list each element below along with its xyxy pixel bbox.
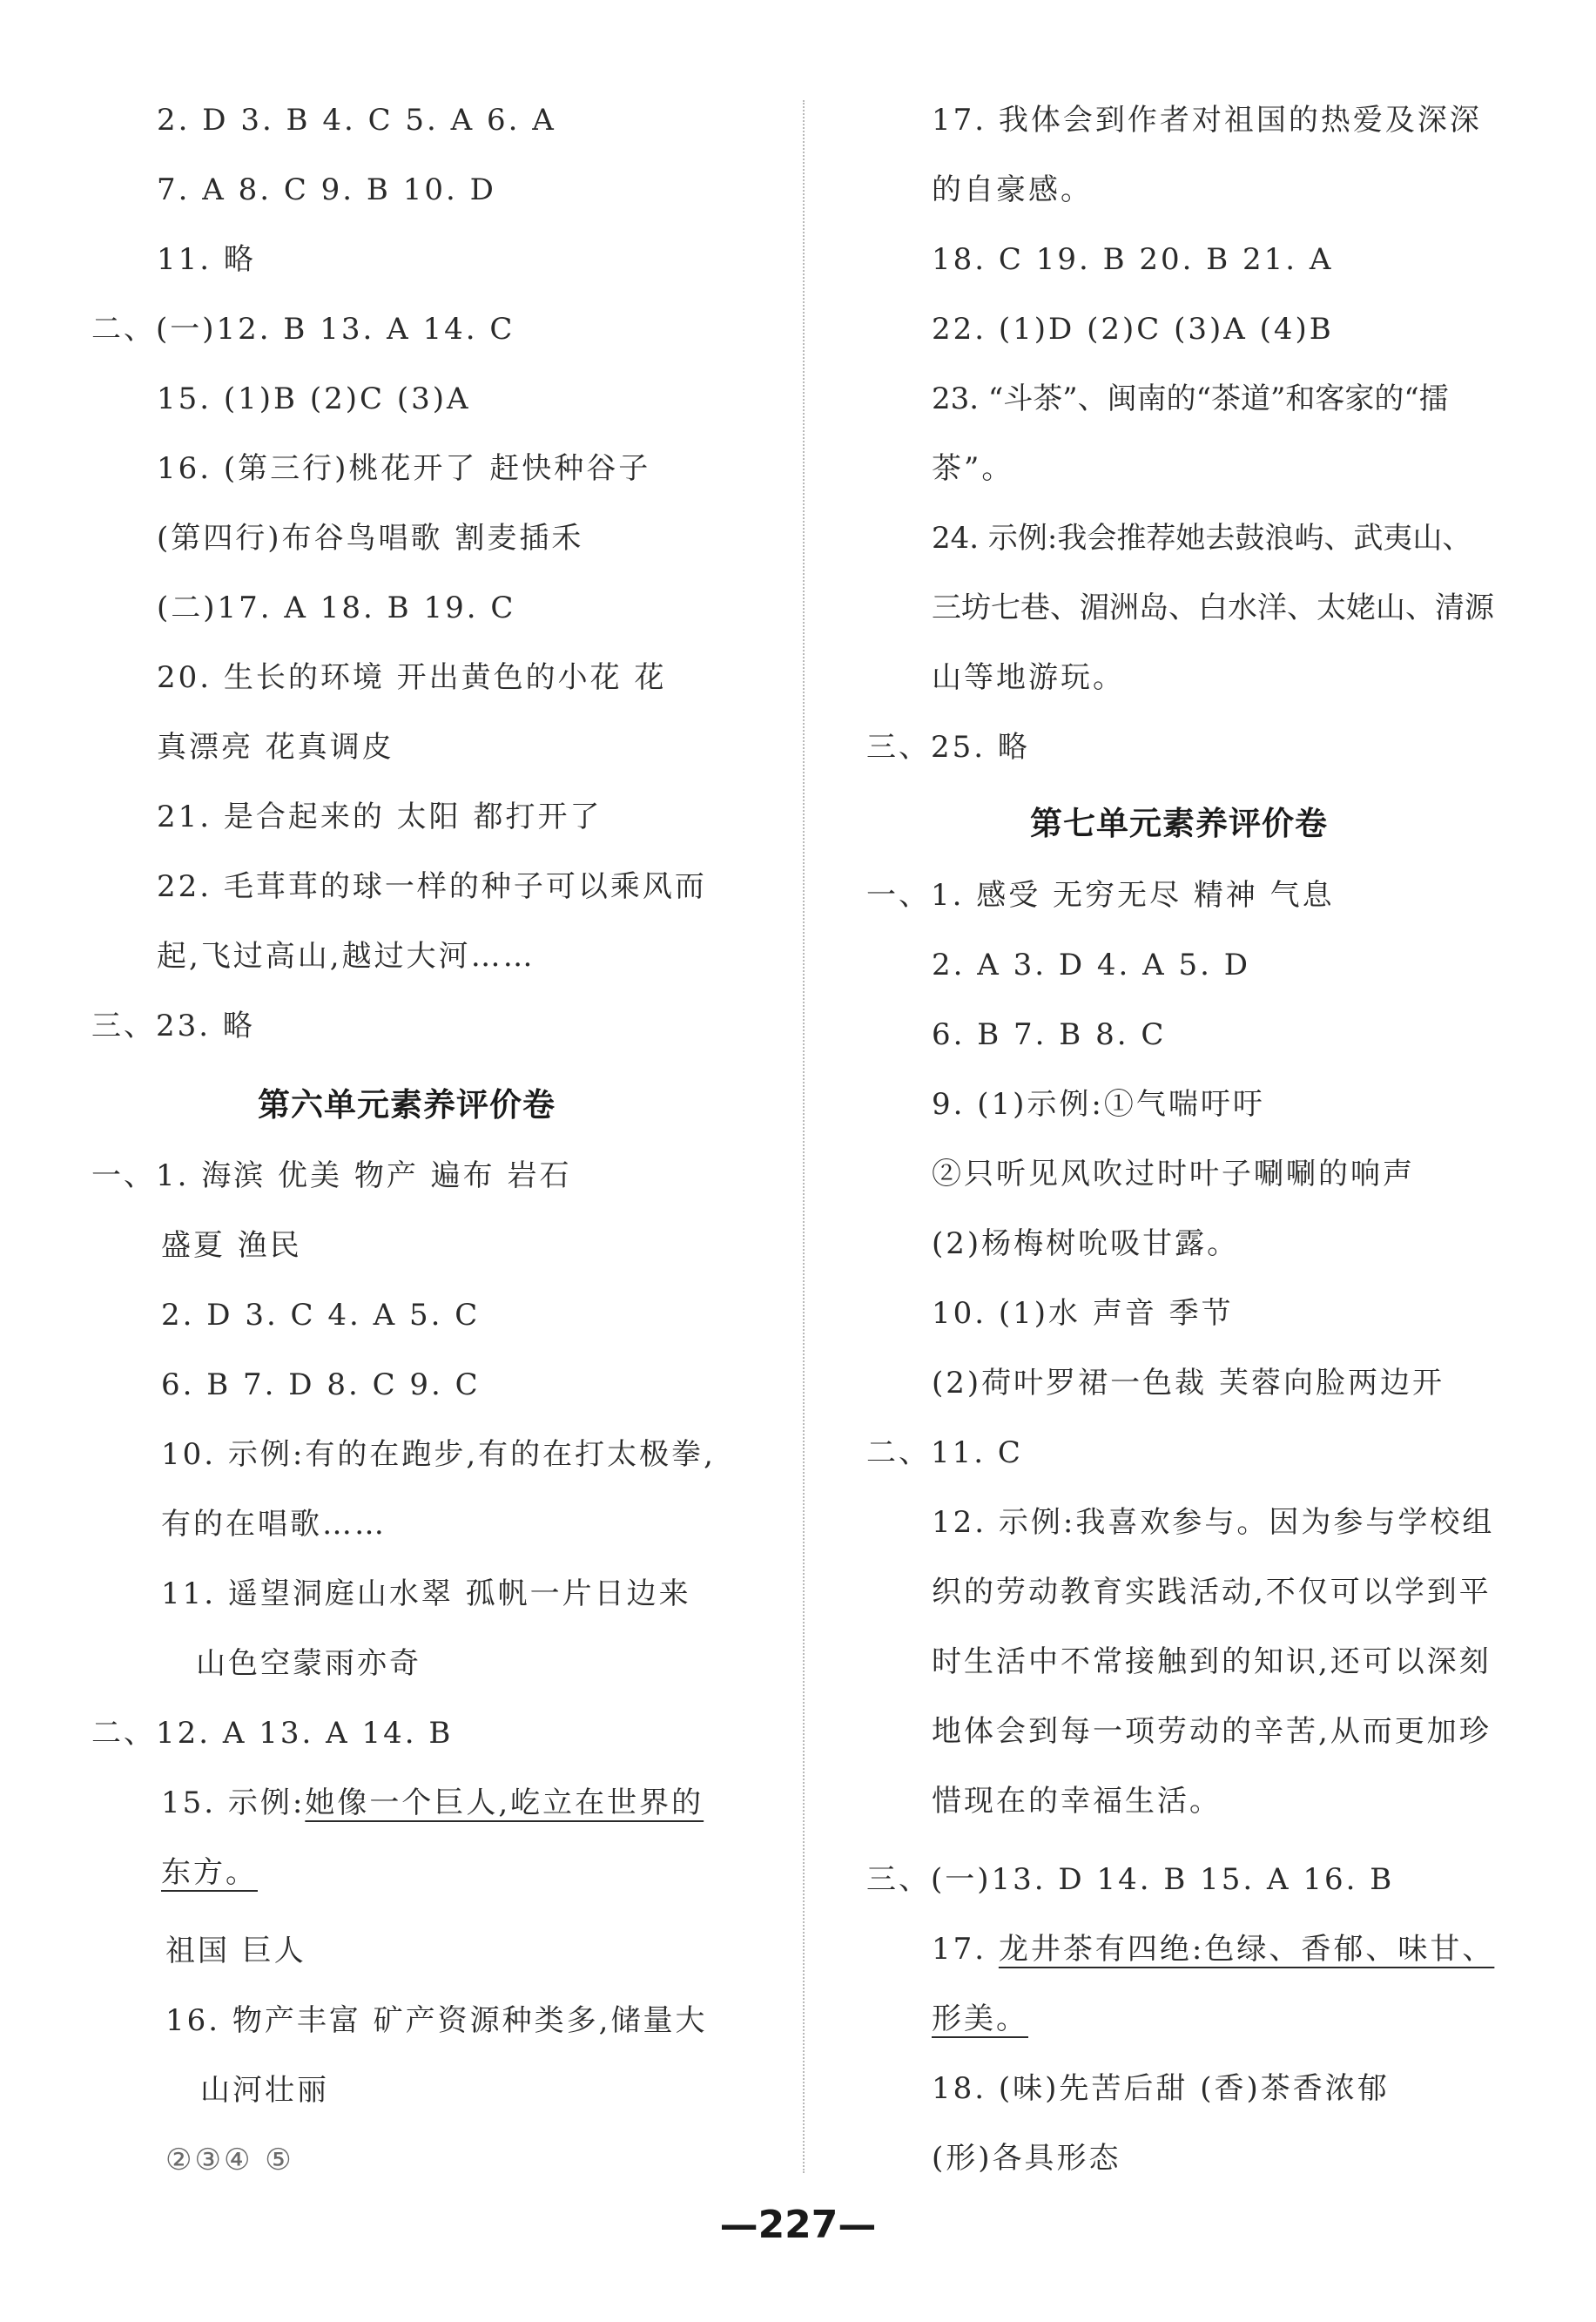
answer-line: 24. 示例:我会推荐她去鼓浪屿、武夷山、 bbox=[932, 521, 1472, 556]
answer-line: 11. 略 bbox=[157, 242, 256, 277]
answer-line bbox=[932, 1932, 1494, 1967]
answer-line bbox=[161, 1855, 258, 1890]
answer-line: 17. 我体会到作者对祖国的热爱及深深 bbox=[932, 103, 1482, 138]
answer-line: 山河壮丽 bbox=[200, 2073, 329, 2108]
answer-line bbox=[161, 1785, 704, 1820]
answer-line: 有的在唱歌…… bbox=[161, 1507, 387, 1542]
answer-line: 20. 生长的环境 开出黄色的小花 花 bbox=[157, 660, 667, 695]
column-divider bbox=[803, 100, 805, 2173]
answer-line: 10. (1)水 声音 季节 bbox=[932, 1296, 1234, 1331]
answer-line: 6. B 7. B 8. C bbox=[932, 1017, 1167, 1052]
answer-line: 山等地游玩。 bbox=[932, 660, 1125, 695]
answer-prefix: 15. 示例: bbox=[161, 1785, 306, 1820]
answer-line: 16. 物产丰富 矿产资源种类多,储量大 bbox=[165, 2003, 708, 2038]
answer-line: 16. (第三行)桃花开了 赶快种谷子 bbox=[157, 451, 651, 486]
answer-line: 2. D 3. B 4. C 5. A 6. A bbox=[157, 103, 556, 138]
page-number: —227— bbox=[719, 2203, 877, 2247]
answer-line: 22. (1)D (2)C (3)A (4)B bbox=[932, 312, 1334, 347]
underlined-sentence: 她像一个巨人,屹立在世界的 bbox=[305, 1785, 704, 1820]
answer-line: 三、23. 略 bbox=[91, 1009, 255, 1043]
section-heading-unit6: 第六单元素养评价卷 bbox=[258, 1086, 556, 1124]
answer-line: 时生活中不常接触到的知识,还可以深刻 bbox=[932, 1644, 1492, 1679]
answer-line: 23. “斗茶”、闽南的“茶道”和客家的“擂 bbox=[932, 381, 1449, 416]
answer-line: 惜现在的幸福生活。 bbox=[932, 1784, 1222, 1819]
answer-line: 三、25. 略 bbox=[866, 730, 1030, 765]
answer-line: 一、1. 海滨 优美 物产 遍布 岩石 bbox=[91, 1158, 572, 1193]
underlined-sentence: 形美。 bbox=[932, 2001, 1028, 2036]
answer-line: 2. D 3. C 4. A 5. C bbox=[161, 1298, 481, 1333]
answer-line: 真漂亮 花真调皮 bbox=[157, 730, 394, 765]
answer-line: 9. (1)示例:①气喘吁吁 bbox=[932, 1087, 1265, 1122]
answer-line: 2. A 3. D 4. A 5. D bbox=[932, 948, 1251, 982]
answer-line: (2)荷叶罗裙一色裁 芙蓉向脸两边开 bbox=[932, 1366, 1444, 1401]
underlined-sentence: 东方。 bbox=[161, 1855, 258, 1890]
answer-line: 22. 毛茸茸的球一样的种子可以乘风而 bbox=[157, 869, 707, 904]
answer-line: (2)杨梅树吮吸甘露。 bbox=[932, 1226, 1240, 1261]
answer-line: 起,飞过高山,越过大河…… bbox=[157, 939, 535, 974]
section-heading-unit7: 第七单元素养评价卷 bbox=[1030, 805, 1328, 842]
answer-line: 盛夏 渔民 bbox=[161, 1228, 302, 1263]
answer-line: 山色空蒙雨亦奇 bbox=[196, 1646, 421, 1681]
answer-line: 12. 示例:我喜欢参与。因为参与学校组 bbox=[932, 1505, 1495, 1540]
answer-line: (二)17. A 18. B 19. C bbox=[157, 591, 516, 625]
answer-line: 15. (1)B (2)C (3)A bbox=[157, 381, 471, 416]
answer-line: 二、(一)12. B 13. A 14. C bbox=[91, 312, 515, 347]
answer-line: 10. 示例:有的在跑步,有的在打太极拳, bbox=[161, 1437, 716, 1472]
answer-line: 18. (味)先苦后甜 (香)茶香浓郁 bbox=[932, 2071, 1390, 2106]
answer-line: 一、1. 感受 无穷无尽 精神 气息 bbox=[866, 878, 1335, 913]
answer-line: 18. C 19. B 20. B 21. A bbox=[932, 242, 1334, 277]
answer-prefix: 17. bbox=[932, 1932, 999, 1967]
answer-line: 茶”。 bbox=[932, 451, 1014, 486]
answer-line bbox=[932, 2001, 1028, 2036]
answer-line: (形)各具形态 bbox=[932, 2141, 1121, 2176]
answer-line: 6. B 7. D 8. C 9. C bbox=[161, 1367, 481, 1402]
answer-line: 的自豪感。 bbox=[932, 172, 1093, 207]
answer-line: 祖国 巨人 bbox=[165, 1934, 306, 1968]
answer-line: 织的劳动教育实践活动,不仅可以学到平 bbox=[932, 1575, 1492, 1610]
answer-line: (第四行)布谷鸟唱歌 割麦插禾 bbox=[157, 521, 584, 556]
answer-line: 二、12. A 13. A 14. B bbox=[91, 1716, 454, 1751]
answer-line: ②③④ ⑤ bbox=[165, 2143, 294, 2177]
answer-line: 7. A 8. C 9. B 10. D bbox=[157, 172, 496, 207]
answer-line: ②只听见风吹过时叶子唰唰的响声 bbox=[932, 1157, 1415, 1191]
answer-line: 21. 是合起来的 太阳 都打开了 bbox=[157, 800, 603, 834]
answer-line: 三、(一)13. D 14. B 15. A 16. B bbox=[866, 1862, 1395, 1897]
answer-line: 二、11. C bbox=[866, 1435, 1023, 1470]
underlined-sentence: 龙井茶有四绝:色绿、香郁、味甘、 bbox=[998, 1932, 1495, 1967]
answer-line: 11. 遥望洞庭山水翠 孤帆一片日边来 bbox=[161, 1576, 691, 1611]
answer-line: 地体会到每一项劳动的辛苦,从而更加珍 bbox=[932, 1714, 1492, 1749]
answer-line: 三坊七巷、湄洲岛、白水洋、太姥山、清源 bbox=[932, 591, 1494, 625]
